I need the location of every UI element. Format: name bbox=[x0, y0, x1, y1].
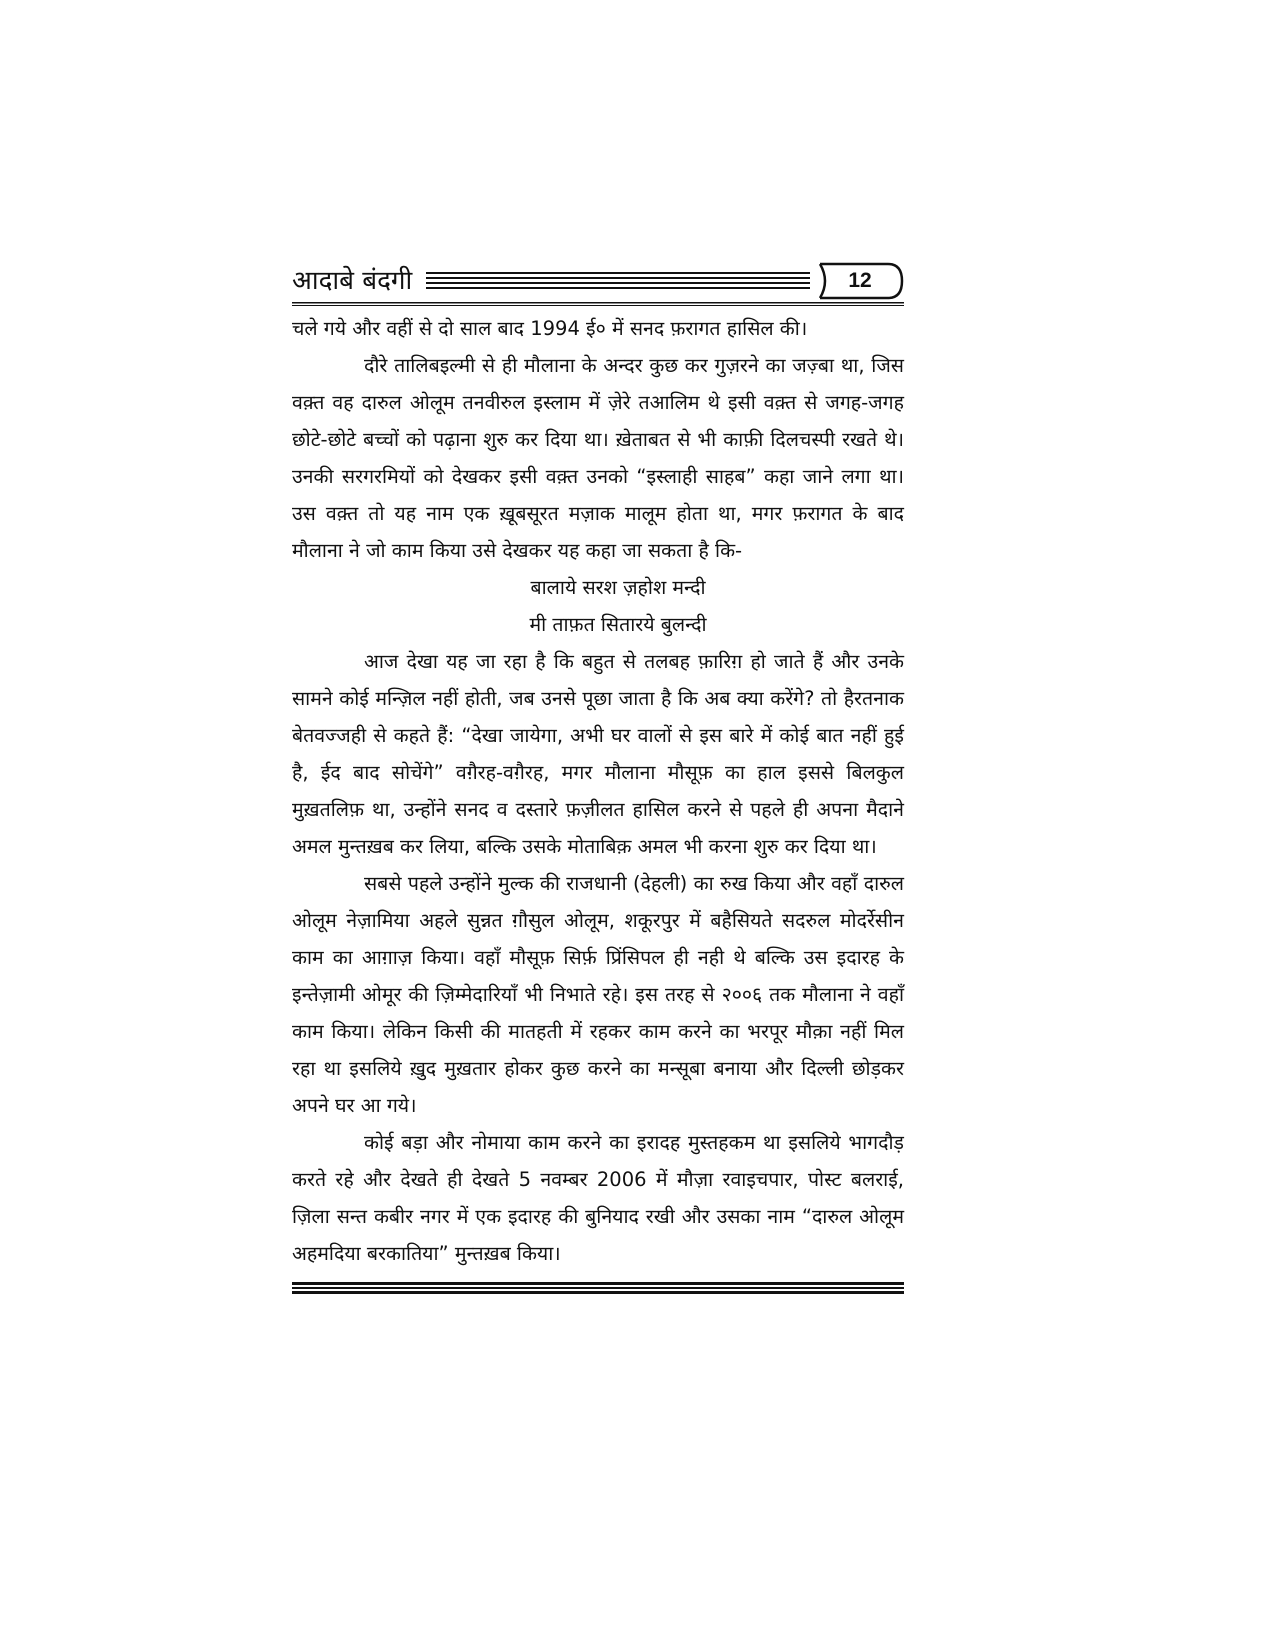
verse-line: बालाये सरश ज़होश मन्दी bbox=[530, 576, 706, 599]
header-decorative-lines bbox=[426, 272, 810, 290]
verse bbox=[292, 569, 904, 643]
paragraph: आज देखा यह जा रहा है कि बहुत से तलबह फ़ारिग़ हो जाते हैं और उनके सामने कोई मन्ज़िल नहीं होती, जब उनसे पूछा जाता है कि अब क्या करेंगे? तो हैरतनाक बेतवज्जही से कहते हैं: “देखा जायेगा, अभी घर वालों से इस बारे में कोई बात नहीं हुई है, ईद बाद सोचेंगे” वग़ैरह-वग़ैरह, मगर मौलाना मौसूफ़ का हाल इससे बिलकुल मुख़तलिफ़ था, उन्होंने सनद व दस्तारे फ़ज़ीलत हासिल करने से पहले ही अपना मैदाने अमल मुन्तख़ब कर लिया, बल्कि उसके मोताबिक़ अमल भी करना शुरु कर दिया था। bbox=[292, 650, 904, 858]
header-rule bbox=[292, 302, 904, 306]
document-page bbox=[292, 262, 904, 1294]
verse-line: मी ताफ़त सितारये बुलन्दी bbox=[529, 613, 707, 636]
paragraph-continuation: चले गये और वहीं से दो साल बाद 1994 ई० में सनद फ़रागत हासिल की। bbox=[292, 317, 808, 340]
paragraph: सबसे पहले उन्होंने मुल्क की राजधानी (देहली) का रुख किया और वहाँ दारुल ओलूम नेज़ामिया अहले सुन्नत ग़ौसुल ओलूम, शकूरपुर में बहैसियते सदरुल मोदर्रेसीन काम का आग़ाज़ किया। वहाँ मौसूफ़ सिर्फ़ प्रिंसिपल ही नही थे बल्कि उस इदारह के इन्तेज़ामी ओमूर की ज़िम्मेदारियाँ भी निभाते रहे। इस तरह से २००६ तक मौलाना ने वहाँ काम किया। लेकिन किसी की मातहती में रहकर काम करने का भरपूर मौक़ा नहीं मिल रहा था इसलिये ख़ुद मुख़तार होकर कुछ करने का मन्सूबा बनाया और दिल्ली छोड़कर अपने घर आ गये। bbox=[292, 872, 904, 1117]
paragraph: दौरे तालिबइल्मी से ही मौलाना के अन्दर कुछ कर गुज़रने का जज़्बा था, जिस वक़्त वह दारुल ओलूम तनवीरुल इस्लाम में ज़ेरे तआलिम थे इसी वक़्त से जगह-जगह छोटे-छोटे बच्चों को पढ़ाना शुरु कर दिया था। ख़ेताबत से भी काफ़ी दिलचस्पी रखते थे। उनकी सरगरमियों को देखकर इसी वक़्त उनको “इस्लाही साहब” कहा जाने लगा था। उस वक़्त तो यह नाम एक ख़ूबसूरत मज़ाक मालूम होता था, मगर फ़रागत के बाद मौलाना ने जो काम किया उसे देखकर यह कहा जा सकता है कि- bbox=[292, 354, 904, 562]
page-number-tab bbox=[816, 262, 904, 300]
page-header bbox=[292, 262, 904, 300]
footer-rule bbox=[292, 1282, 904, 1294]
page-number: 12 bbox=[848, 269, 872, 292]
paragraph: कोई बड़ा और नोमाया काम करने का इरादह मुस्तहकम था इसलिये भागदौड़ करते रहे और देखते ही देखते 5 नवम्बर 2006 में मौज़ा रवाइचपार, पोस्ट बलराई, ज़िला सन्त कबीर नगर में एक इदारह की बुनियाद रखी और उसका नाम “दारुल ओलूम अहमदिया बरकातिया” मुन्तख़ब किया। bbox=[292, 1131, 904, 1265]
page-body bbox=[292, 310, 904, 1272]
book-title: आदाबे बंदगी bbox=[292, 266, 413, 296]
